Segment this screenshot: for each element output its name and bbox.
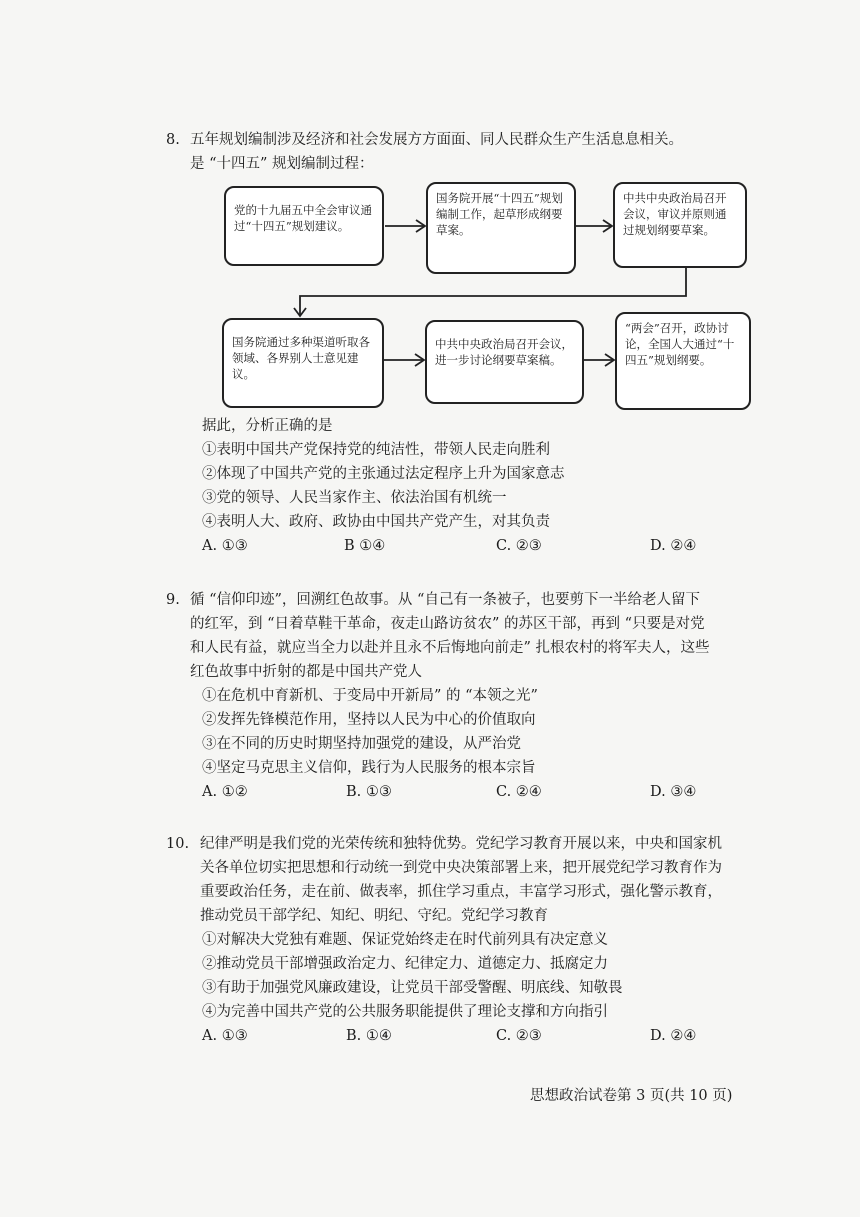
question-stem-line: 关各单位切实把思想和行动统一到党中央决策部署上来，把开展党纪学习教育作为 xyxy=(200,860,722,876)
option-2: ②推动党员干部增强政治定力、纪律定力、道德定力、抵腐定力 xyxy=(202,956,608,972)
option-4: ④为完善中国共产党的公共服务职能提供了理论支撑和方向指引 xyxy=(202,1004,608,1020)
question-8-body xyxy=(166,414,826,558)
option-2: ②体现了中国共产党的主张通过法定程序上升为国家意志 xyxy=(202,466,565,482)
option-1: ①对解决大党独有难题、保证党始终走在时代前列具有决定意义 xyxy=(202,932,608,948)
question-stem-line: 纪律严明是我们党的光荣传统和独特优势。党纪学习教育开展以来，中央和国家机 xyxy=(200,836,722,852)
choice-c[interactable]: C. ②④ xyxy=(496,784,542,800)
choice-b[interactable]: B. ①③ xyxy=(346,784,392,800)
option-4: ④表明人大、政府、政协由中国共产党产生，对其负责 xyxy=(202,514,550,530)
choice-a[interactable]: A. ①② xyxy=(202,784,248,800)
question-prompt: 据此，分析正确的是 xyxy=(202,418,333,434)
question-10 xyxy=(166,832,826,1048)
choice-c[interactable]: C. ②③ xyxy=(496,538,542,554)
choice-b[interactable]: B. ①④ xyxy=(346,1028,392,1044)
choice-d[interactable]: D. ②④ xyxy=(650,538,697,554)
option-2: ②发挥先锋模范作用，坚持以人民为中心的价值取向 xyxy=(202,712,536,728)
answer-choices xyxy=(166,1024,826,1048)
question-9 xyxy=(166,588,826,804)
choice-b[interactable]: B ①④ xyxy=(344,538,386,554)
answer-choices xyxy=(166,534,826,558)
question-stem-line: 是 “十四五” 规划编制过程： xyxy=(190,156,374,172)
option-1: ①表明中国共产党保持党的纯洁性，带领人民走向胜利 xyxy=(202,442,550,458)
answer-choices xyxy=(166,780,826,804)
option-3: ③在不同的历史时期坚持加强党的建设，从严治党 xyxy=(202,736,521,752)
choice-c[interactable]: C. ②③ xyxy=(496,1028,542,1044)
question-number: 10. xyxy=(166,836,190,852)
flow-step-3: 中共中央政治局召开会议，审议并原则通过规划纲要草案。 xyxy=(613,182,747,268)
question-stem-line: 推动党员干部学纪、知纪、明纪、守纪。党纪学习教育 xyxy=(200,908,548,924)
question-number: 8. xyxy=(166,132,180,148)
option-3: ③党的领导、人民当家作主、依法治国有机统一 xyxy=(202,490,507,506)
flow-step-6: “两会”召开，政协讨论，全国人大通过“十四五”规划纲要。 xyxy=(615,312,751,410)
flow-step-5: 中共中央政治局召开会议，进一步讨论纲要草案稿。 xyxy=(425,320,584,404)
flow-step-4: 国务院通过多种渠道听取各领域、各界别人士意见建议。 xyxy=(222,318,384,408)
question-stem-line: 五年规划编制涉及经济和社会发展方方面面、同人民群众生产生活息息相关。 xyxy=(190,132,683,148)
question-stem-line: 和人民有益，就应当全力以赴并且永不后悔地向前走” 扎根农村的将军夫人，这些 xyxy=(190,640,710,656)
question-stem-line: 红色故事中折射的都是中国共产党人 xyxy=(190,664,422,680)
flow-step-2: 国务院开展“十四五”规划编制工作，起草形成纲要草案。 xyxy=(426,182,576,274)
option-1: ①在危机中育新机、于变局中开新局” 的 “本领之光” xyxy=(202,688,538,704)
choice-a[interactable]: A. ①③ xyxy=(202,1028,248,1044)
question-stem-line: 的红军，到 “日着草鞋干革命，夜走山路访贫农” 的苏区干部，再到 “只要是对党 xyxy=(190,616,705,632)
question-stem-line: 循 “信仰印迹”，回溯红色故事。从 “自己有一条被子，也要剪下一半给老人留下 xyxy=(190,592,700,608)
choice-d[interactable]: D. ②④ xyxy=(650,1028,697,1044)
option-3: ③有助于加强党风廉政建设，让党员干部受警醒、明底线、知敬畏 xyxy=(202,980,623,996)
option-4: ④坚定马克思主义信仰，践行为人民服务的根本宗旨 xyxy=(202,760,536,776)
choice-d[interactable]: D. ③④ xyxy=(650,784,697,800)
page-footer: 思想政治试卷第 3 页(共 10 页) xyxy=(530,1088,733,1104)
question-number: 9. xyxy=(166,592,180,608)
choice-a[interactable]: A. ①③ xyxy=(202,538,248,554)
flow-step-1: 党的十九届五中全会审议通过“十四五”规划建议。 xyxy=(224,186,384,266)
question-stem-line: 重要政治任务，走在前、做表率，抓住学习重点，丰富学习形式，强化警示教育， xyxy=(200,884,722,900)
